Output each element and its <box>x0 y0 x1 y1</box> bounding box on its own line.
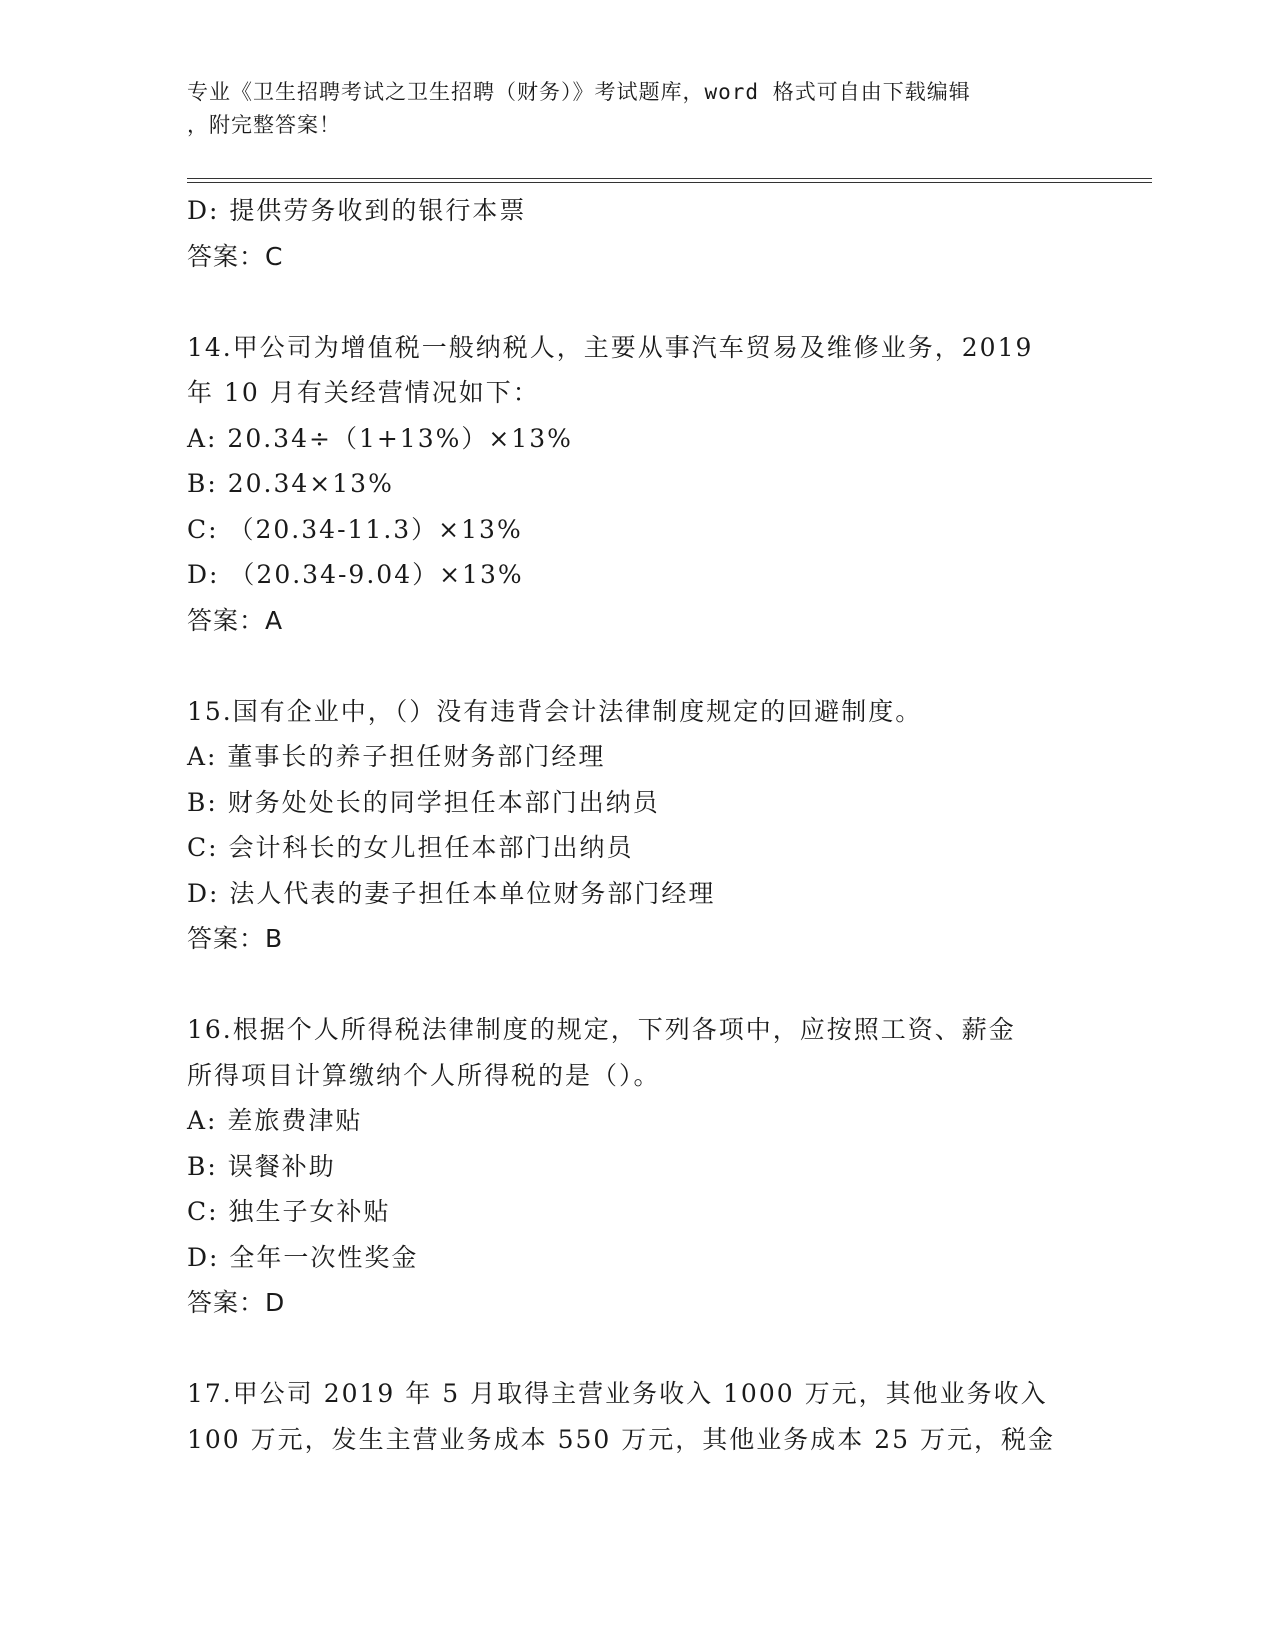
question-stem: 17.甲公司 2019 年 5 月取得主营业务收入 1000 万元，其他业务收入 <box>187 1379 1048 1408</box>
spacer <box>187 279 1087 325</box>
answer-line: 答案：D <box>187 1288 286 1317</box>
question-stem: 100 万元，发生主营业务成本 550 万元，其他业务成本 25 万元，税金 <box>187 1424 1055 1454</box>
spacer <box>187 1326 1087 1372</box>
spacer <box>187 962 1087 1008</box>
header-rule-top <box>187 178 1152 179</box>
option-a: A: 董事长的养子担任财务部门经理 <box>187 742 606 771</box>
option-b: B: 误餐补助 <box>187 1151 336 1181</box>
question-16 <box>187 1007 1087 1326</box>
question-content <box>187 188 1087 1462</box>
option-b: B: 20.34×13% <box>187 469 394 498</box>
option-c: C: 会计科长的女儿担任本部门出纳员 <box>187 833 634 862</box>
question-stem: 14.甲公司为增值税一般纳税人，主要从事汽车贸易及维修业务，2019 <box>187 332 1034 362</box>
option-d: D: （20.34-9.04）×13% <box>187 560 524 589</box>
spacer <box>187 643 1087 689</box>
question-stem: 所得项目计算缴纳个人所得税的是（）。 <box>187 1060 661 1090</box>
header-line-2: ，附完整答案！ <box>187 113 341 137</box>
header-rule-bottom <box>187 182 1152 183</box>
question-17 <box>187 1371 1087 1462</box>
question-14 <box>187 325 1087 644</box>
header-line-1: 专业《卫生招聘考试之卫生招聘（财务）》考试题库，word 格式可自由下载编辑 <box>187 80 971 104</box>
answer-line: 答案：B <box>187 924 284 953</box>
option-c: C: 独生子女补贴 <box>187 1197 391 1226</box>
answer-line: 答案：A <box>187 605 284 635</box>
question-stem: 15.国有企业中，（）没有违背会计法律制度规定的回避制度。 <box>187 696 923 726</box>
question-stem: 16.根据个人所得税法律制度的规定，下列各项中，应按照工资、薪金 <box>187 1015 1016 1044</box>
option-d: D: 法人代表的妻子担任本单位财务部门经理 <box>187 878 716 908</box>
answer-line: 答案：C <box>187 241 284 271</box>
question-stem: 年 10 月有关经营情况如下： <box>187 378 540 407</box>
document-header <box>187 76 1067 142</box>
option-a: A: 差旅费津贴 <box>187 1106 363 1135</box>
option-c: C: （20.34-11.3）×13% <box>187 514 523 544</box>
option-a: A: 20.34÷（1+13%）×13% <box>187 423 573 453</box>
option-b: B: 财务处处长的同学担任本部门出纳员 <box>187 787 660 817</box>
previous-question-tail <box>187 188 1087 279</box>
question-15 <box>187 689 1087 962</box>
option-d: D: 提供劳务收到的银行本票 <box>187 196 527 225</box>
option-d: D: 全年一次性奖金 <box>187 1242 419 1272</box>
